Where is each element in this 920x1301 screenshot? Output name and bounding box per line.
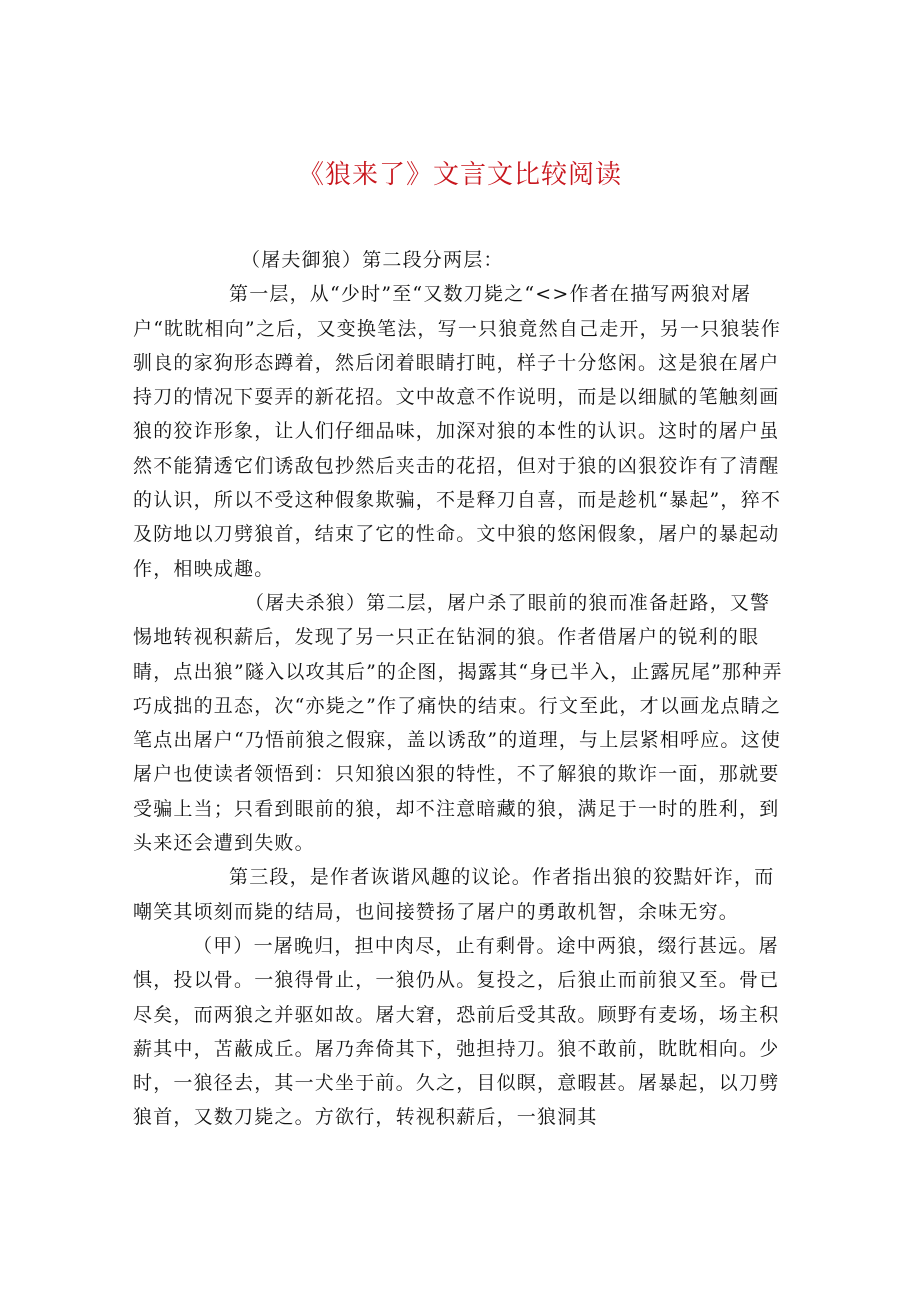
paragraph-first-layer: 第一层，从“少时”至“又数刀毙之“<>作者在描写两狼对屠户“眈眈相向”之后，又变换笔法，写一只狼竟然自己走开，另一只狼装作驯良的家狗形态蹲着，然后闭着眼睛打盹，样子十分悠闲。这是狼在屠户持刀的情况下耍弄的新花招。文中故意不作说明，而是以细腻的笔触刻画狼的狡诈形象，让人们仔细品味，加深对狼的本性的认识。这时的屠户虽然不能猜透它们诱敌包抄然后夹击的花招，但对于狼的凶狠狡诈有了清醒的认识，所以不受这种假象欺骗，不是释刀自喜，而是趁机“暴起”，猝不及防地以刀劈狼首，结束了它的性命。文中狼的悠闲假象，屠户的暴起动作，相映成趣。 [133,283,782,580]
paragraph-third-section: 第三段，是作者诙谐风趣的议论。作者指出狼的狡黠奸诈，而嘲笑其顷刻而毙的结局，也间接赞扬了屠户的勇敢机智，余味无穷。 [133,866,775,923]
page-title: 《狼来了》文言文比较阅读 [297,160,622,190]
article-body [133,243,789,1135]
paragraph-second-layer: （屠夫杀狼）第二层，屠户杀了眼前的狼而准备赶路，又警惕地转视积薪后，发现了另一只正在钻洞的狼。作者借屠户的锐利的眼睛，点出狼”隧入以攻其后”的企图，揭露其“身已半入，止露尻尾”那种弄巧成拙的丑态，次“亦毙之”作了痛快的结束。行文至此，才以画龙点睛之笔点出屠户“乃悟前狼之假寐，盖以诱敌”的道理，与上层紧相呼应。这使屠户也使读者领悟到：只知狼凶狠的特性，不了解狼的欺诈一面，那就要受骗上当；只看到眼前的狼，却不注意暗藏的狼，满足于一时的胜利，到头来还会遭到失败。 [133,591,783,855]
section-heading: （屠夫御狼）第二段分两层： [241,249,504,271]
paragraph-original-text: （甲）一屠晚归，担中肉尽，止有剩骨。途中两狼，缀行甚远。屠惧，投以骨。一狼得骨止，一狼仍从。复投之，后狼止而前狼又至。骨已尽矣，而两狼之并驱如故。屠大窘，恐前后受其敌。顾野有麦场，场主积薪其中，苫蔽成丘。屠乃奔倚其下，弛担持刀。狼不敢前，眈眈相向。少时，一狼径去，其一犬坐于前。久之，目似瞑，意暇甚。屠暴起，以刀劈狼首，又数刀毙之。方欲行，转视积薪后，一狼洞其 [133,934,780,1129]
